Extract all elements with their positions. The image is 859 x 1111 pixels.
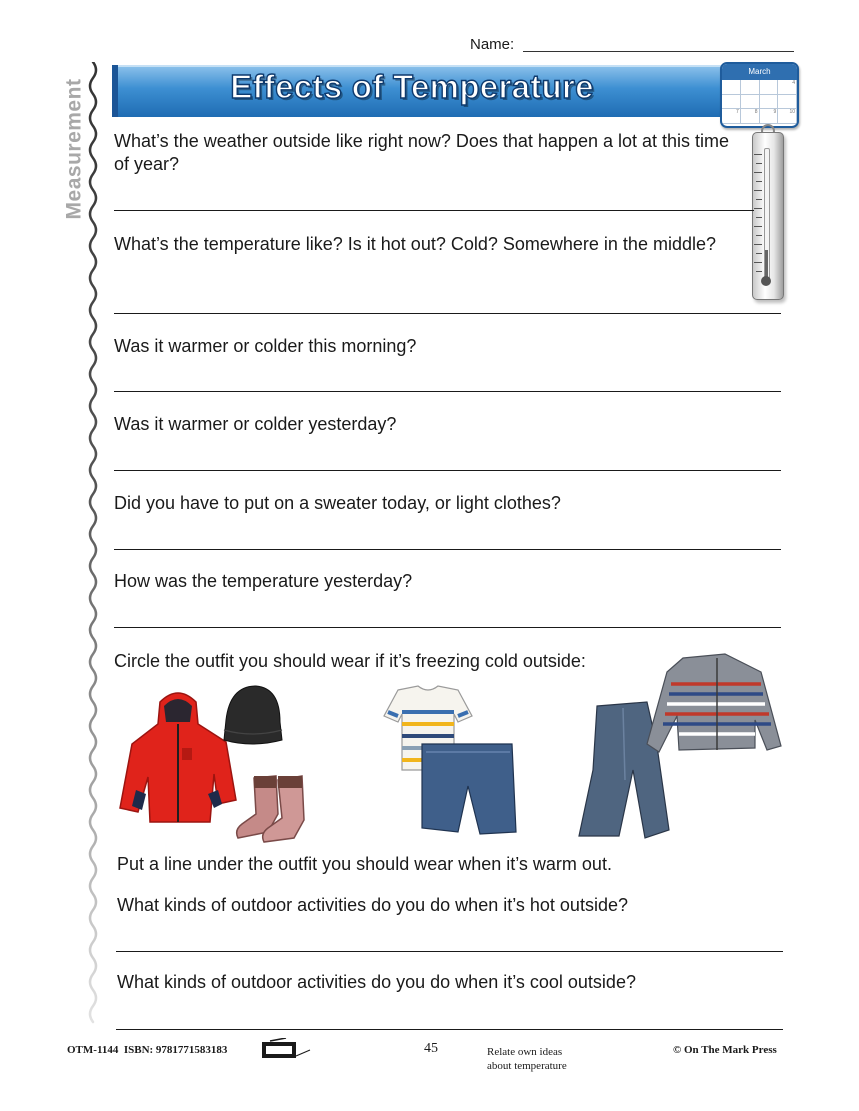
thermometer-tick xyxy=(754,226,762,227)
thermometer-tick xyxy=(756,217,762,218)
answer-line-3[interactable] xyxy=(114,391,781,392)
calendar-day xyxy=(778,95,797,110)
calendar-day xyxy=(760,80,779,95)
question-1: What’s the weather outside like right now? Does that happen a lot at this time of year? xyxy=(114,131,730,174)
thermometer-tick xyxy=(756,181,762,182)
answer-line-5[interactable] xyxy=(114,549,781,550)
calendar-day xyxy=(760,95,779,110)
thermometer-mercury xyxy=(765,250,768,278)
question-7: Circle the outfit you should wear if it’s freezing cold outside: xyxy=(114,651,586,671)
footer-code-isbn xyxy=(67,1044,227,1056)
calendar-day xyxy=(741,95,760,110)
calendar-day: 10 xyxy=(778,109,797,124)
wavy-border xyxy=(86,62,100,1032)
section-label-text: Measurement xyxy=(62,78,86,220)
thermometer-tick xyxy=(756,271,762,272)
answer-line-4[interactable] xyxy=(114,470,781,471)
calendar-grid xyxy=(722,80,797,124)
name-field[interactable] xyxy=(523,51,794,52)
page-number: 45 xyxy=(424,1041,438,1056)
question-5: Did you have to put on a sweater today, or light clothes? xyxy=(114,493,561,513)
thermometer-tick xyxy=(754,172,762,173)
calendar-day: 8 xyxy=(741,109,760,124)
question-4: Was it warmer or colder yesterday? xyxy=(114,414,397,434)
skill-note-line-1: Relate own ideas xyxy=(487,1046,563,1058)
calendar-day xyxy=(722,80,741,95)
thermometer-tick xyxy=(754,154,762,155)
page-title: Effects of Temperature xyxy=(230,68,594,105)
thermometer-tick xyxy=(754,190,762,191)
tshirt-shorts-image[interactable] xyxy=(370,682,520,840)
calendar-day xyxy=(741,80,760,95)
thermometer-tick xyxy=(756,199,762,200)
answer-line-6[interactable] xyxy=(114,627,781,628)
question-2: What’s the temperature like? Is it hot out? Cold? Somewhere in the middle? xyxy=(114,234,716,254)
winter-jacket-hat-boots-image[interactable] xyxy=(118,682,323,847)
thermometer-tick xyxy=(754,262,762,263)
publisher-logo-icon xyxy=(260,1038,312,1060)
calendar-month: March xyxy=(722,64,797,80)
calendar-icon xyxy=(720,62,799,128)
question-10: What kinds of outdoor activities do you do when it’s cool outside? xyxy=(117,972,636,992)
answer-line-1[interactable] xyxy=(114,210,754,211)
thermometer-tick xyxy=(754,208,762,209)
question-3: Was it warmer or colder this morning? xyxy=(114,336,417,356)
footer-isbn: ISBN: 9781771583183 xyxy=(123,1044,228,1056)
calendar-day: 7 xyxy=(722,109,741,124)
thermometer-tick xyxy=(756,235,762,236)
answer-line-2[interactable] xyxy=(114,313,781,314)
calendar-day: 9 xyxy=(760,109,779,124)
calendar-day: 4 xyxy=(778,80,797,95)
answer-line-10[interactable] xyxy=(116,1029,783,1030)
thermometer-tick xyxy=(754,244,762,245)
question-9: What kinds of outdoor activities do you do when it’s hot outside? xyxy=(117,895,628,915)
skill-note xyxy=(487,1045,567,1073)
thermometer-bulb xyxy=(761,276,771,286)
name-label: Name: xyxy=(470,36,515,53)
calendar-day xyxy=(722,95,741,110)
jeans-sweater-image[interactable] xyxy=(575,650,790,845)
footer-code: OTM-1144 xyxy=(67,1044,119,1056)
question-8: Put a line under the outfit you should wear when it’s warm out. xyxy=(117,854,612,874)
copyright: © On The Mark Press xyxy=(673,1044,777,1056)
thermometer-tick xyxy=(756,163,762,164)
skill-note-line-2: about temperature xyxy=(487,1060,567,1072)
question-6: How was the temperature yesterday? xyxy=(114,571,413,591)
thermometer-tick xyxy=(756,253,762,254)
answer-line-9[interactable] xyxy=(116,951,783,952)
